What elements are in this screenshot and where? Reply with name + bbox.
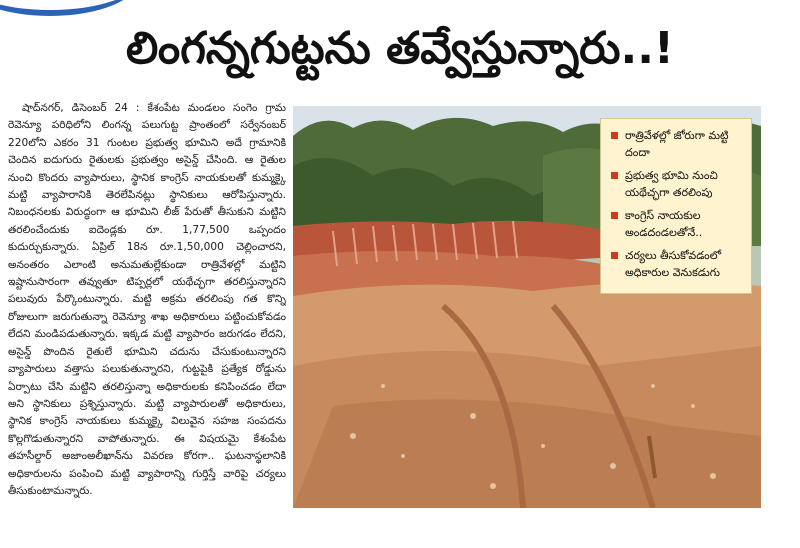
highlight-item — [611, 167, 743, 201]
highlights-box — [600, 118, 752, 294]
square-bullet-icon — [611, 212, 618, 219]
square-bullet-icon — [611, 132, 618, 139]
square-bullet-icon — [611, 252, 618, 259]
article-body — [8, 100, 286, 510]
highlights-list — [611, 127, 743, 281]
highlight-item — [611, 207, 743, 241]
highlight-text: కాంగ్రెస్ నాయకుల అండదండలతోనే.. — [625, 209, 703, 239]
highlight-text: ప్రభుత్వ భూమి నుంచి యథేచ్ఛగా తరలింపు — [625, 169, 718, 199]
highlight-text: చర్యలు తీసుకోవడంలో అధికారుల వెనుకడుగు — [625, 249, 722, 279]
highlight-text: రాత్రివేళల్లో జోరుగా మట్టి దందా — [625, 129, 729, 159]
highlight-item — [611, 127, 743, 161]
highlight-item — [611, 247, 743, 281]
square-bullet-icon — [611, 172, 618, 179]
headline: లింగన్నగుట్టను తవ్వేస్తున్నారు..! — [125, 23, 675, 74]
article-paragraph: షాద్‌నగర్, డిసెంబర్ 24 : కేశంపేట మండలం సంగెం గ్రామ రెవెన్యూ పరిధిలోని లింగన్న పలుగుట్ట ప్రాంతంలో సర్వేనంబర్ 220లోని ఎకరం 31 గుంటల ప్రభుత్వ భూమిని అదే గ్రామానికి చెందిన ఐదుగురు రైతులకు ప్రభుత్వం అసైన్డ్ చేసింది. ఆ రైతుల నుంచి కొందరు వ్యాపారులు, స్థానిక కాంగ్రెస్ నాయకులతో కుమ్మక్కై మట్టి వ్యాపారానికి తెరలేపినట్లు స్థానికులు ఆరోపిస్తున్నారు. నిబంధనలకు విరుద్ధంగా ఆ భూమిని లీజ్ పేరుతో తీసుకుని మట్టిని తరలించేందుకు ఐదెండ్లకు రూ. 1,77,500 ఒప్పందం కుదుర్చుకున్నారు. ఏప్రిల్ 18న రూ.1,50,000 చెల్లించారని, అనంతరం ఎలాంటి అనుమతుల్లేకుండా రాత్రివేళల్లో మట్టిని ఇష్టానుసారంగా తవ్వుతూ టిప్పర్లలో యథేచ్ఛగా తరలిస్తున్నారని పలువురు పేర్కొంటున్నారు. మట్టి అక్రమ తరలింపు గత కొన్ని రోజులుగా జరుగుతున్నా రెవెన్యూ శాఖ అధికారులు పట్టించుకోవడం లేదని మండిపడుతున్నారు. ఇక్కడ మట్టి వ్యాపారం జరుగడం లేదని, అసైన్డ్ పొందిన రైతులే భూమిని చదును చేసుకుంటున్నారని వ్యాపారులు వత్తాసు పలుకుతున్నారని, గుట్టపైకి ప్రత్యేక రోడ్డును ఏర్పాటు చేసి మట్టిని తరలిస్తున్నా అధికారులకు కనిపించడం లేదా అని స్థానికులు ప్రశ్నిస్తున్నారు. మట్టి వ్యాపారులతో అధికారులు, స్థానిక కాంగ్రెస్ నాయకులు కుమ్మక్కై విలువైన సహజ సంపదను కొల్లగొడుతున్నారని వాపోతున్నారు. ఈ విషయమై కేశంపేట తహసీల్దార్ అజాంఅలీఖాన్‌ను వివరణ కోరగా.. ఘటనాస్థలానికి అధికారులను పంపించి మట్టి వ్యాపారాన్ని గుర్తిస్తే వారిపై చర్యలు తీసుకుంటామన్నారు. — [8, 102, 286, 497]
